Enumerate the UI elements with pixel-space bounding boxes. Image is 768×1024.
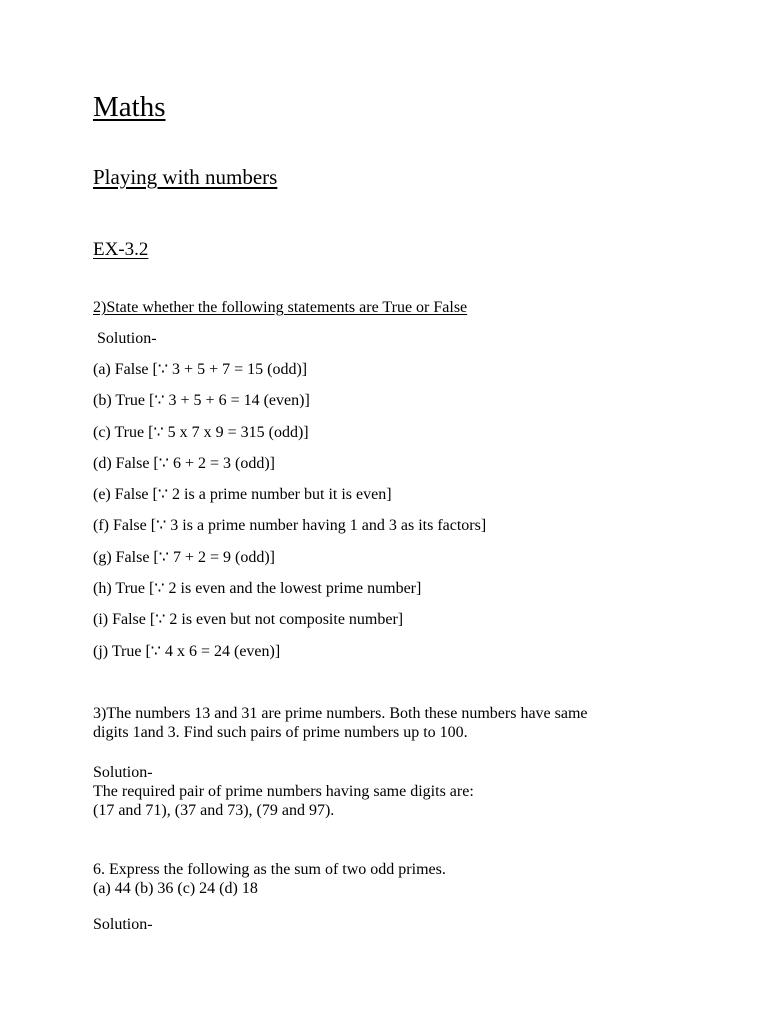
page-title: Maths: [93, 91, 166, 123]
answer-item-h: (h) True [∵ 2 is even and the lowest prime number]: [93, 580, 422, 598]
question-3-prompt: [93, 704, 588, 742]
question-3-solution-line-1: The required pair of prime numbers having same digits are:: [93, 783, 474, 800]
question-2-answer-list: [93, 360, 486, 673]
question-6-solution-label: Solution-: [93, 916, 153, 933]
question-2-prompt: 2)State whether the following statements are True or False: [93, 299, 468, 316]
question-3-prompt-line-2: digits 1and 3. Find such pairs of prime numbers up to 100.: [93, 724, 468, 741]
exercise-heading: EX-3.2: [93, 239, 149, 260]
question-3-solution-line-2: (17 and 71), (37 and 73), (79 and 97).: [93, 802, 335, 819]
question-3-solution-label: Solution-: [93, 764, 153, 781]
question-6-prompt-line-1: 6. Express the following as the sum of two odd primes.: [93, 861, 446, 878]
answer-item-e: (e) False [∵ 2 is a prime number but it is even]: [93, 486, 392, 504]
answer-item-c: (c) True [∵ 5 x 7 x 9 = 315 (odd)]: [93, 423, 309, 441]
answer-item-b: (b) True [∵ 3 + 5 + 6 = 14 (even)]: [93, 392, 310, 410]
answer-item-i: (i) False [∵ 2 is even but not composite number]: [93, 611, 404, 629]
answer-item-d: (d) False [∵ 6 + 2 = 3 (odd)]: [93, 454, 275, 472]
answer-item-f: (f) False [∵ 3 is a prime number having 1 and 3 as its factors]: [93, 517, 487, 535]
question-3-solution: [93, 763, 474, 820]
question-3-prompt-line-1: 3)The numbers 13 and 31 are prime numbers. Both these numbers have same: [93, 705, 588, 722]
answer-item-j: (j) True [∵ 4 x 6 = 24 (even)]: [93, 642, 281, 660]
question-2-solution-label: Solution-: [97, 330, 157, 347]
answer-item-g: (g) False [∵ 7 + 2 = 9 (odd)]: [93, 548, 275, 566]
chapter-title: Playing with numbers: [93, 165, 278, 189]
question-6-prompt-line-2: (a) 44 (b) 36 (c) 24 (d) 18: [93, 880, 258, 897]
answer-item-a: (a) False [∵ 3 + 5 + 7 = 15 (odd)]: [93, 361, 308, 378]
question-6-prompt: [93, 860, 446, 898]
